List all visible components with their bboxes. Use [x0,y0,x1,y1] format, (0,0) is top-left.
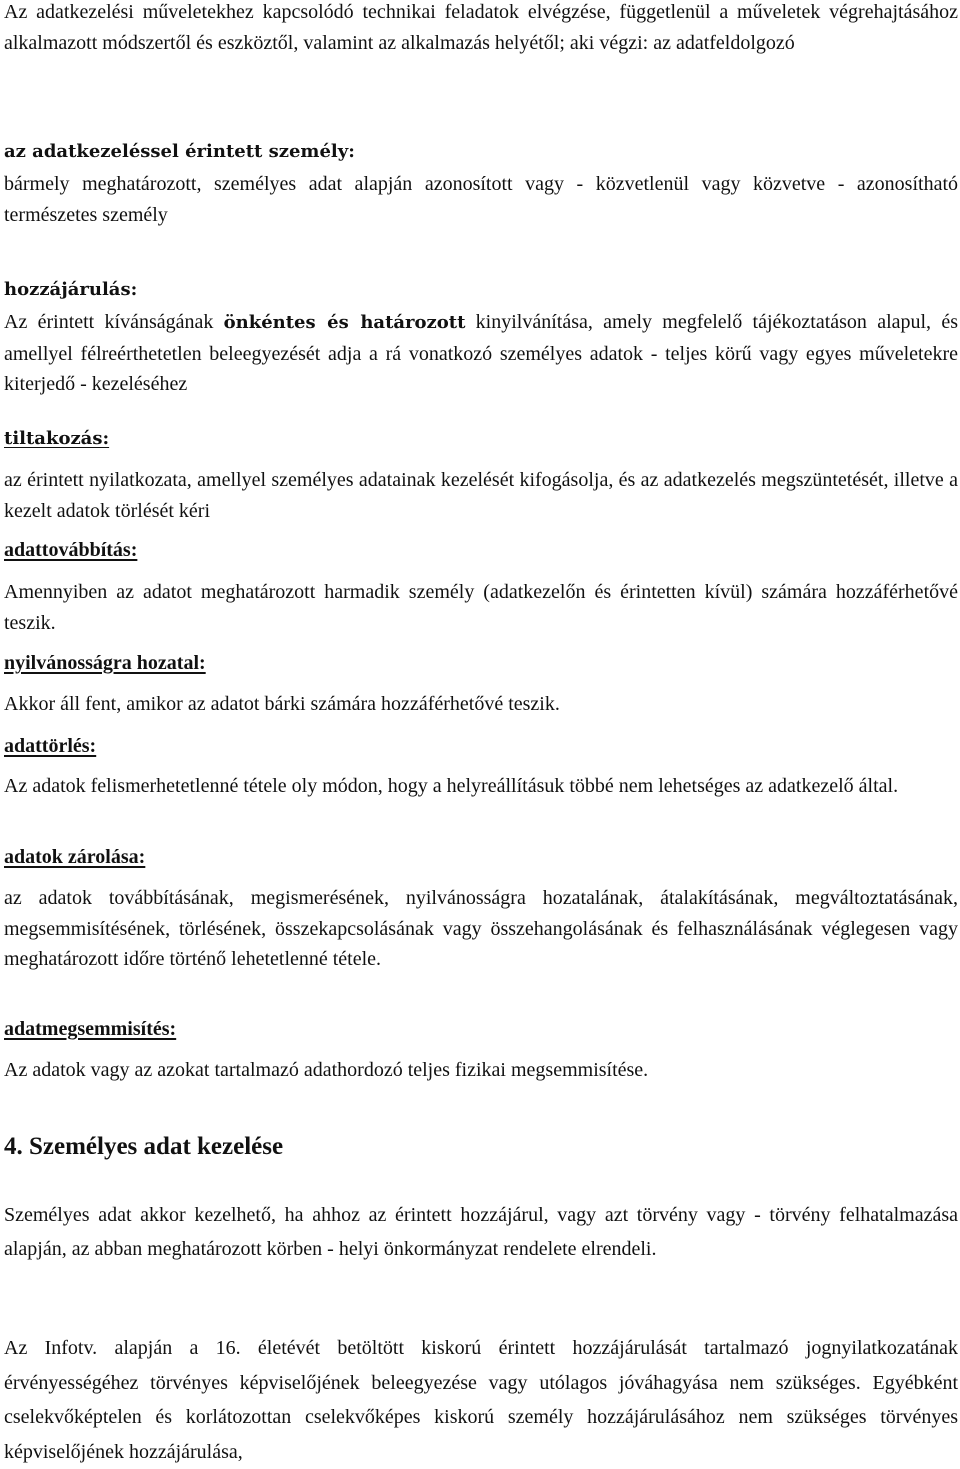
term-data-transfer: adattovábbítás: [4,539,138,561]
definition-data-blocking: az adatok továbbításának, megismerésének, nyilvánosságra hozatalának, átalakításának, megváltoztatásának, megsemmisítésének, törlésének, összekapcsolásának vagy összehangolásának és felhasználásának véglegesen vagy meghatározott időre történő lehetetlenné tétele. [4,887,958,970]
definition-consent [4,307,958,400]
intro-paragraph: Az adatkezelési műveletekhez kapcsolódó technikai feladatok elvégzése, függetlenül a műveletek végrehajtásához alkalmazott módszertől és eszköztől, valamint az alkalmazás helyétől; aki végzi: az adatfeldolgozó [4,1,958,54]
definition-affected-person: bármely meghatározott, személyes adat alapján azonosított vagy - közvetlenül vagy közvetve - azonosítható természetes személy [4,173,958,226]
definition-consent-post: kinyilvánítása, amely megfelelő tájékoztatáson alapul, és amellyel félreérthetetlen beleegyezését adja a rá vonatkozó személyes adatok - teljes körű vagy egyes műveletekre kiterjedő - kezeléséhez [4,311,958,395]
term-objection: tiltakozás: [4,428,110,449]
section-paragraph-2: Az Infotv. alapján a 16. életévét betöltött kiskorú érintett hozzájárulását tartalmazó jognyilatkozatának érvényességéhez törvényes képviselőjének beleegyezése vagy utólagos jóváhagyása nem szükséges. Egyébként cselekvőképtelen és korlátozottan cselekvőképes kiskorú személy hozzájárulásához nem szükséges törvényes képviselőjének hozzájárulása, [4,1337,958,1463]
definition-data-deletion: Az adatok felismerhetetlenné tétele oly módon, hogy a helyreállításuk többé nem lehetséges az adatkezelő által. [4,775,899,797]
term-data-blocking: adatok zárolása: [4,846,146,868]
term-disclosure: nyilvánosságra hozatal: [4,652,206,674]
section-paragraph-1: Személyes adat akkor kezelhető, ha ahhoz az érintett hozzájárul, vagy azt törvény vagy - törvény felhatalmazása alapján, az abban meghatározott körben - helyi önkormányzat rendelete elrendeli. [4,1204,958,1260]
definition-objection: az érintett nyilatkozata, amellyel személyes adatainak kezelését kifogásolja, és az adatkezelés megszüntetését, illetve a kezelt adatok törlését kéri [4,469,958,522]
term-data-deletion: adattörlés: [4,735,97,757]
section-title: 4. Személyes adat kezelése [4,1133,284,1160]
term-consent: hozzájárulás: [4,279,138,300]
definition-consent-bold: önkéntes és határozott [223,312,466,333]
definition-consent-pre: Az érintett kívánságának [4,311,224,333]
definition-data-transfer: Amennyiben az adatot meghatározott harmadik személy (adatkezelőn és érintetten kívül) számára hozzáférhetővé teszik. [4,581,958,634]
definition-disclosure: Akkor áll fent, amikor az adatot bárki számára hozzáférhetővé teszik. [4,693,560,715]
definition-data-destruction: Az adatok vagy az azokat tartalmazó adathordozó teljes fizikai megsemmisítése. [4,1059,649,1081]
term-affected-person: az adatkezeléssel érintett személy: [4,141,355,162]
term-data-destruction: adatmegsemmisítés: [4,1018,177,1040]
